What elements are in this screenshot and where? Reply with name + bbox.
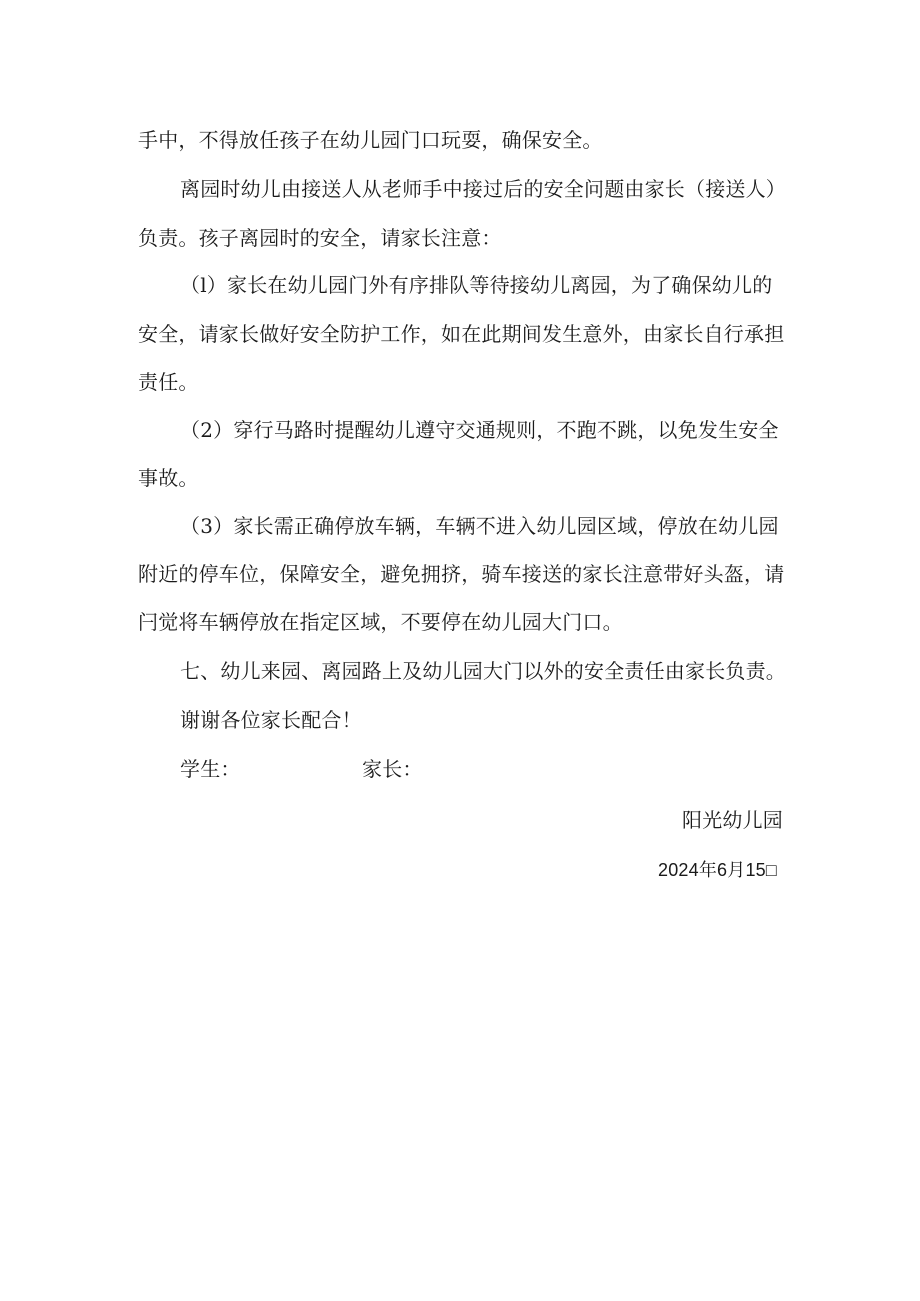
student-signature-label: 学生： (180, 757, 241, 781)
paragraph-2-line-1: 离园时幼儿由接送人从老师手中接过后的安全问题由家长（接送人） (180, 177, 786, 201)
paragraph-3-line-2: 安全，请家长做好安全防护工作，如在此期间发生意外，由家长自行承担 (138, 322, 785, 346)
paragraph-1-line-1: 手中，不得放任孩子在幼儿园门口玩耍，确保安全。 (138, 128, 603, 152)
paragraph-4-line-2: 事故。 (138, 466, 199, 490)
paragraph-5-line-2: 附近的停车位，保障安全，避免拥挤，骑车接送的家长注意带好头盔，请 (138, 562, 785, 586)
parent-signature-label: 家长： (362, 757, 423, 781)
thanks-line: 谢谢各位家长配合！ (180, 708, 362, 732)
paragraph-5-line-1: （3）家长需正确停放车辆，车辆不进入幼儿园区域，停放在幼儿园 (180, 514, 779, 538)
document-date: 2024年6月15□ (658, 860, 777, 880)
paragraph-5-line-3: 闩觉将车辆停放在指定区域，不要停在幼儿园大门口。 (138, 610, 623, 634)
school-name: 阳光幼儿园 (682, 808, 783, 832)
paragraph-4-line-1: （2）穿行马路时提醒幼儿遵守交通规则，不跑不跳，以免发生安全 (180, 418, 779, 442)
paragraph-3-line-1: （l）家长在幼儿园门外有序排队等待接幼儿离园，为了确保幼儿的 (180, 273, 773, 297)
paragraph-6-line-1: 七、幼儿来园、离园路上及幼儿园大门以外的安全责任由家长负责。 (180, 659, 786, 683)
paragraph-3-line-3: 责任。 (138, 370, 199, 394)
paragraph-2-line-2: 负责。孩子离园时的安全，请家长注意： (138, 226, 502, 250)
